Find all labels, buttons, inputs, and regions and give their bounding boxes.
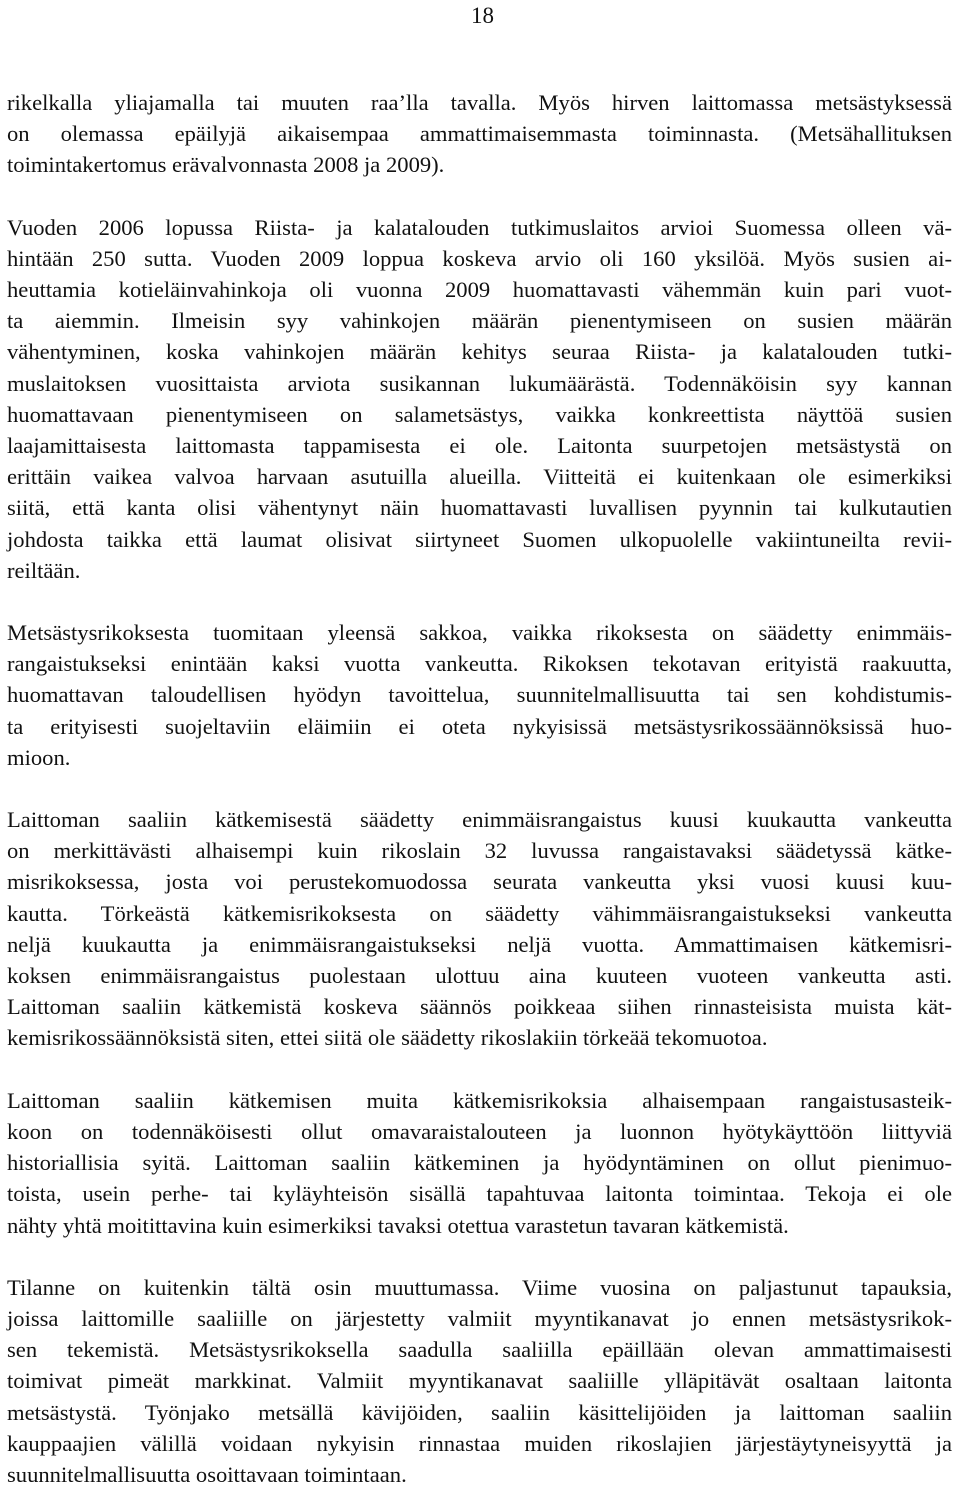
text-line: Laittoman saaliin kätkemisestä säädetty enimmäisrangaistus kuusi kuukautta vankeutta (7, 807, 952, 833)
text-line: kauppaajien välillä voidaan nykyisin rinnastaa muiden rikoslajien järjestäytyneisyyttä ja (7, 1430, 952, 1456)
text-line: reiltään. (7, 557, 81, 583)
text-line: ta aiemmin. Ilmeisin syy vahinkojen määrän pienentymiseen on susien määrän (7, 308, 952, 334)
text-line: on olemassa epäilyjä aikaisempaa ammattimaisemmasta toiminnasta. (Metsähallituksen (7, 121, 952, 147)
text-line: on merkittävästi alhaisempi kuin rikoslain 32 luvussa rangaistavaksi säädetyssä kätke- (7, 838, 952, 864)
text-line: huomattavaan pienentymiseen on salametsästys, vaikka konkreettista näyttöä susien (7, 401, 952, 427)
text-line: Tilanne on kuitenkin tältä osin muuttumassa. Viime vuosina on paljastunut tapauksia, (7, 1274, 952, 1300)
text-line: kautta. Törkeästä kätkemisrikoksesta on säädetty vähimmäisrangaistukseksi vankeutta (7, 900, 952, 926)
paragraph (7, 1085, 952, 1241)
text-line: mioon. (7, 744, 71, 770)
paragraph (7, 212, 952, 586)
paragraph (7, 1272, 952, 1490)
text-line: vähentyminen, koska vahinkojen määrän kehitys seuraa Riista- ja kalatalouden tutki- (7, 339, 952, 365)
paragraph-gap (7, 773, 952, 804)
paragraph (7, 617, 952, 773)
paragraph-gap (7, 1241, 952, 1272)
text-line: koon on todennäköisesti ollut omavaraistalouteen ja luonnon hyötykäyttöön liittyviä (7, 1118, 952, 1144)
page-number: 18 (471, 3, 494, 28)
text-line: siitä, että kanta olisi vähentynyt näin huomattavasti luvallisen pyynnin tai kulkutautien (7, 495, 952, 521)
text-line: koksen enimmäisrangaistus puolestaan ulottuu aina kuuteen vuoteen vankeutta asti. (7, 963, 952, 989)
text-line: Laittoman saaliin kätkemistä koskeva säännös poikkeaa siihen rinnasteisista muista kät- (7, 994, 952, 1020)
text-line: ta erityisesti suojeltaviin eläimiin ei oteta nykyisissä metsästysrikossäännöksissä huo- (7, 713, 952, 739)
text-line: joissa laittomille saaliille on järjestetty valmiit myyntikanavat jo ennen metsästysrikok- (7, 1305, 952, 1331)
text-line: muslaitoksen vuosittaista arviota susikannan lukumäärästä. Todennäköisin syy kannan (7, 370, 952, 396)
text-line: Metsästysrikoksesta tuomitaan yleensä sakkoa, vaikka rikoksesta on säädetty enimmäis- (7, 620, 952, 646)
paragraph (7, 87, 952, 181)
paragraph-gap (7, 1054, 952, 1085)
text-line: suunnitelmallisuutta osoittavaan toimintaan. (7, 1461, 407, 1487)
paragraph (7, 804, 952, 1054)
text-line: toimivat pimeät markkinat. Valmiit myyntikanavat saaliille ylläpitävät osaltaan laitonta (7, 1368, 952, 1394)
text-line: Laittoman saaliin kätkemisen muita kätkemisrikoksia alhaisempaan rangaistusasteik- (7, 1087, 952, 1113)
text-line: toimintakertomus erävalvonnasta 2008 ja 2009). (7, 152, 445, 178)
text-line: toista, usein perhe- tai kyläyhteisön sisällä tapahtuvaa laitonta toimintaa. Tekoja ei ole (7, 1181, 952, 1207)
text-line: sen tekemistä. Metsästysrikoksella saadulla saaliilla epäillään olevan ammattimaisesti (7, 1337, 952, 1363)
paragraph-gap (7, 181, 952, 212)
text-line: erittäin vaikea valvoa harvaan asutuilla alueilla. Viitteitä ei kuitenkaan ole esimerkiksi (7, 464, 952, 490)
paragraph-gap (7, 586, 952, 617)
document-body (7, 87, 952, 1490)
text-line: Vuoden 2006 lopussa Riista- ja kalatalouden tutkimuslaitos arvioi Suomessa olleen vä- (7, 214, 952, 240)
text-line: rangaistukseksi enintään kaksi vuotta vankeutta. Rikoksen tekotavan erityistä raakuutta, (7, 651, 952, 677)
text-line: hintään 250 sutta. Vuoden 2009 loppua koskeva arvio oli 160 yksilöä. Myös susien ai- (7, 245, 952, 271)
text-line: heuttamia kotieläinvahinkoja oli vuonna 2009 huomattavasti vähemmän kuin pari vuot- (7, 277, 952, 303)
text-line: huomattavan taloudellisen hyödyn tavoittelua, suunnitelmallisuutta tai sen kohdistumis- (7, 682, 952, 708)
text-line: johdosta taikka että laumat olisivat siirtyneet Suomen ulkopuolelle vakiintuneilta revii- (7, 526, 952, 552)
text-line: kemisrikossäännöksistä siten, ettei siitä ole säädetty rikoslakiin törkeää tekomuotoa. (7, 1025, 768, 1051)
text-line: neljä kuukautta ja enimmäisrangaistukseksi neljä vuotta. Ammattimaisen kätkemisri- (7, 931, 952, 957)
text-line: rikelkalla yliajamalla tai muuten raa’lla tavalla. Myös hirven laittomassa metsästyksessä (7, 90, 952, 115)
text-line: historiallisia syitä. Laittoman saaliin kätkeminen ja hyödyntäminen on ollut pienimuo- (7, 1150, 952, 1176)
text-line: misrikoksessa, josta voi perustekomuodossa seurata vankeutta yksi vuosi kuusi kuu- (7, 869, 952, 895)
text-line: nähty yhtä moitittavina kuin esimerkiksi tavaksi otettua varastetun tavaran kätkemistä. (7, 1212, 789, 1238)
text-line: laajamittaisesta laittomasta tappamisesta ei ole. Laitonta suurpetojen metsästystä on (7, 433, 952, 459)
text-line: metsästystä. Työnjako metsällä kävijöiden, saaliin käsittelijöiden ja laittoman saaliin (7, 1399, 952, 1425)
